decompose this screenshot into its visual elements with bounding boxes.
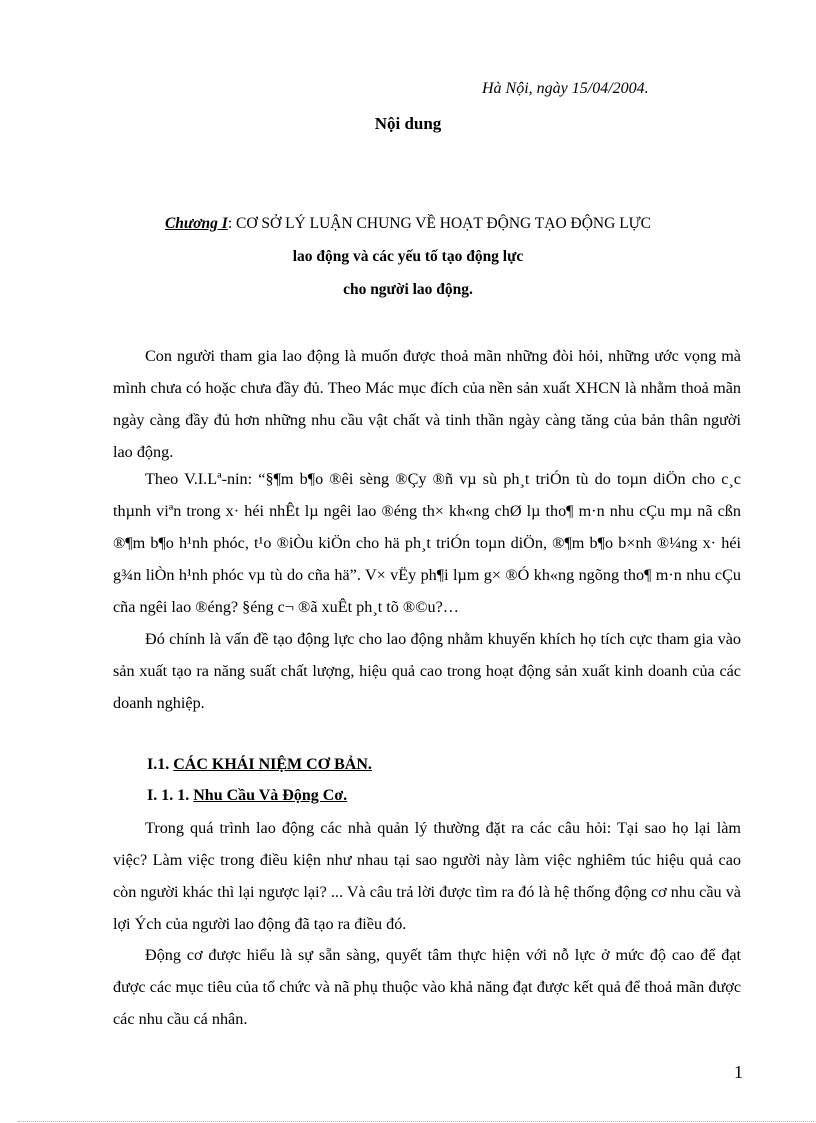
document-date: Hà Nội, ngày 15/04/2004. <box>482 80 649 97</box>
document-title: Nội dung <box>374 114 442 133</box>
section-number: I.1. <box>147 756 170 773</box>
chapter-label: Chương I <box>164 215 228 232</box>
chapter-subtitle-line-3: cho người lao động. <box>343 281 473 298</box>
section-heading-1 <box>147 756 372 774</box>
body-paragraph-3: Đó chính là vấn đề tạo động lực cho lao động nhằm khuyến khích họ tích cực tham gia vào sản xuất tạo ra năng suất chất lượng, hiệu quả cao trong hoạt động sản xuất kinh doanh của các doanh nghiệp. <box>113 630 741 712</box>
body-paragraph-4: Trong quá trình lao động các nhà quản lý thường đặt ra các câu hỏi: Tại sao họ lại làm việc? Làm việc trong điều kiện như nhau tại sao người này làm việc nghiêm túc hiệu quả cao còn người khác thì lại ngược lại? ... Và câu trả lời được tìm ra đó là hệ thống động cơ nhu cầu và lợi Ých của người lao động đã tạo ra điều đó. <box>113 819 741 933</box>
body-paragraph-5: Động cơ được hiểu là sự sẵn sàng, quyết tâm thực hiện với nỗ lực ở mức độ cao để đạt được các mục tiêu của tổ chức và nã phụ thuộc vào khả năng đạt được kết quả để thoả mãn được các nhu cầu cá nhân. <box>113 946 741 1028</box>
chapter-subtitle-line-2: lao động và các yếu tố tạo động lực <box>292 248 524 265</box>
section-title: CÁC KHÁI NIỆM CƠ BẢN. <box>173 756 372 773</box>
subsection-title: Nhu Cầu Và Động Cơ. <box>193 787 348 804</box>
page-bottom-rule <box>18 1121 814 1122</box>
body-paragraph-2: Theo V.I.Lª-nin: “§¶m b¶o ®êi sèng ®Çy ®ñ vµ sù ph¸t triÓn tù do toµn diÖn cho c¸c thµnh viªn trong x· héi nhÊt lµ ngêi lao ®éng th× kh«ng chØ lµ tho¶ m·n nhu cÇu mµ nã cßn ®¶m b¶o h¹nh phóc, t¹o ®iÒu kiÖn cho hä ph¸t triÓn toµn diÖn, ®¶m b¶o b×nh ®¼ng x· héi g¾n liÒn h¹nh phóc vµ tù do cña hä”. V× vËy ph¶i lµm g× ®Ó kh«ng ngõng tho¶ m·n nhu cÇu cña ngêi lao ®éng? §éng c¬ ®ã xuÊt ph¸t tõ ®©u?… <box>113 470 741 616</box>
page-number: 1 <box>734 1062 743 1082</box>
body-paragraph-1: Con người tham gia lao động là muốn được thoả mãn những đòi hỏi, những ước vọng mà mình chưa có hoặc chưa đầy đủ. Theo Mác mục đích của nền sản xuất XHCN là nhằm thoả mãn ngày càng đầy đủ hơn những nhu cầu vật chất và tinh thần ngày càng tăng của bản thân người lao động. <box>113 347 741 461</box>
chapter-title: : CƠ SỞ LÝ LUẬN CHUNG VỀ HOẠT ĐỘNG TẠO ĐỘNG LỰC <box>227 215 652 232</box>
subsection-number: I. 1. 1. <box>147 787 190 804</box>
chapter-heading <box>0 215 816 233</box>
subsection-heading-1-1 <box>147 787 347 805</box>
